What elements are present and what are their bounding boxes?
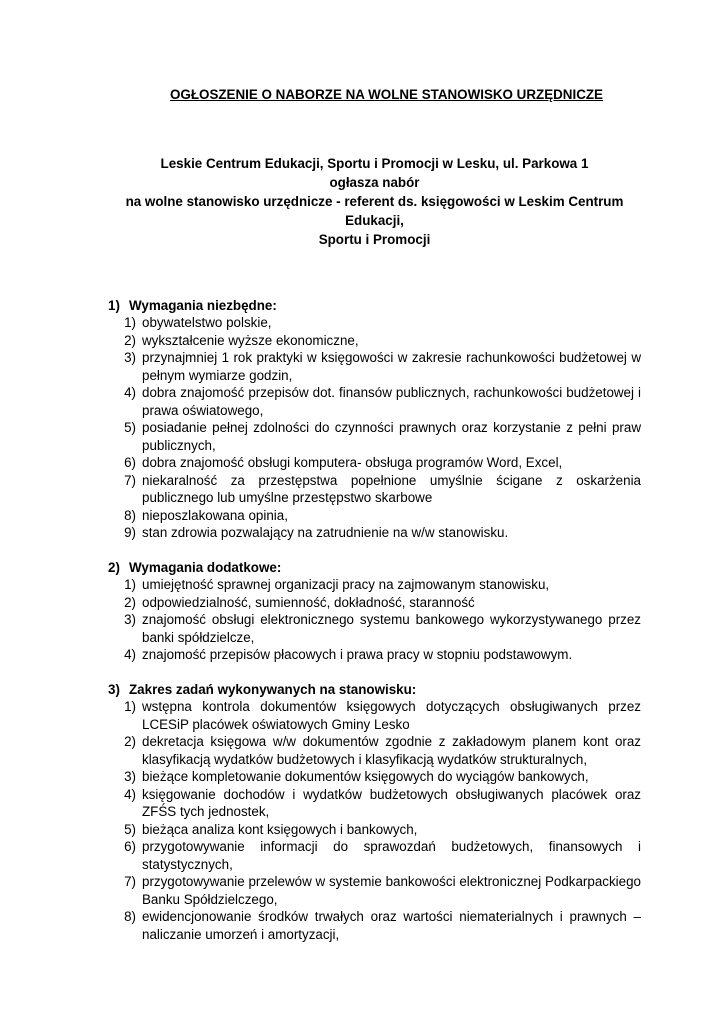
- list-item: [108, 472, 641, 507]
- list-item-number: 4): [124, 786, 136, 802]
- section-number: 3): [108, 681, 120, 697]
- list-item-number: 3): [124, 350, 136, 365]
- list-item-number: 4): [124, 385, 136, 400]
- list-item-text: umiejętność sprawnej organizacji pracy na zajmowanym stanowisku,: [142, 577, 550, 592]
- list-item-number: 1): [124, 699, 136, 714]
- list-item-text: przygotowywanie przelewów w systemie bankowości elektronicznej Podkarpackiego Banku Spółdzielczego,: [142, 874, 641, 907]
- section-1: [108, 297, 641, 542]
- list-item-text: odpowiedzialność, sumienność, dokładność, staranność: [142, 594, 475, 610]
- list-item-number: 2): [124, 332, 136, 348]
- list-item: [108, 646, 641, 664]
- section-heading: [108, 681, 641, 699]
- list-item-text: bieżąca analiza kont księgowych i bankowych,: [142, 821, 418, 837]
- list-item: [108, 349, 641, 384]
- intro-line: ogłasza nabór: [329, 174, 420, 190]
- list-item-text: dekretacja księgowa w/w dokumentów zgodnie z zakładowym planem kont oraz klasyfikacją wydatków budżetowych i klasyfikacją wydatków strukturalnych,: [142, 734, 641, 767]
- intro-line: Leskie Centrum Edukacji, Sportu i Promocji w Lesku, ul. Parkowa 1: [160, 155, 589, 171]
- intro-line: Sportu i Promocji: [318, 231, 431, 247]
- list-item-number: 3): [124, 612, 136, 627]
- list-item: [108, 908, 641, 943]
- list-item: [108, 332, 641, 350]
- list-item-text: przygotowywanie informacji do sprawozdań budżetowych, finansowych i statystycznych,: [142, 839, 641, 872]
- section-heading: [108, 297, 641, 315]
- list-item-number: 9): [124, 525, 136, 540]
- list-item-number: 4): [124, 647, 136, 662]
- list-item-number: 2): [124, 594, 136, 610]
- sections-container: [108, 297, 641, 944]
- list-item-number: 5): [124, 420, 136, 435]
- list-item-number: 1): [124, 315, 136, 330]
- section-list: [108, 576, 641, 664]
- list-item-text: bieżące kompletowanie dokumentów księgowych do wyciągów bankowych,: [142, 769, 589, 784]
- list-item-number: 1): [124, 577, 136, 592]
- list-item-number: 7): [124, 472, 136, 488]
- list-item: [108, 314, 641, 332]
- list-item: [108, 768, 641, 786]
- section-list: [108, 698, 641, 943]
- list-item-text: ewidencjonowanie środków trwałych oraz wartości niematerialnych i prawnych – naliczanie umorzeń i amortyzacji,: [142, 909, 641, 942]
- list-item-number: 7): [124, 874, 136, 889]
- section-heading-text: Zakres zadań wykonywanych na stanowisku:: [129, 681, 417, 697]
- document-title: OGŁOSZENIE O NABORZE NA WOLNE STANOWISKO URZĘDNICZE: [170, 87, 603, 102]
- list-item: [108, 594, 641, 612]
- list-item-text: wstępna kontrola dokumentów księgowych dotyczących obsługiwanych przez LCESiP placówek oświatowych Gminy Lesko: [142, 699, 641, 732]
- list-item: [108, 838, 641, 873]
- list-item-text: dobra znajomość przepisów dot. finansów publicznych, rachunkowości budżetowej i prawa oświatowego,: [142, 385, 641, 418]
- list-item: [108, 821, 641, 839]
- list-item: [108, 873, 641, 908]
- section-number: 2): [108, 559, 120, 575]
- section-heading-text: Wymagania niezbędne:: [129, 297, 277, 313]
- list-item: [108, 419, 641, 454]
- list-item-number: 8): [124, 507, 136, 523]
- list-item: [108, 454, 641, 472]
- list-item-number: 6): [124, 455, 136, 470]
- list-item-text: dobra znajomość obsługi komputera- obsługa programów Word, Excel,: [142, 455, 563, 470]
- list-item: [108, 576, 641, 594]
- intro-line: na wolne stanowisko urzędnicze - referent ds. księgowości w Leskim Centrum Edukacji,: [125, 193, 624, 228]
- list-item-text: nieposzlakowana opinia,: [142, 507, 288, 523]
- section-heading-text: Wymagania dodatkowe:: [129, 559, 282, 575]
- section-list: [108, 314, 641, 542]
- section-number: 1): [108, 297, 120, 313]
- intro-block: [108, 154, 641, 249]
- section-heading: [108, 559, 641, 577]
- section-3: [108, 681, 641, 944]
- list-item-text: obywatelstwo polskie,: [142, 315, 272, 330]
- list-item-number: 5): [124, 821, 136, 837]
- list-item-text: wykształcenie wyższe ekonomiczne,: [142, 332, 359, 348]
- list-item: [108, 507, 641, 525]
- list-item-text: znajomość obsługi elektronicznego systemu bankowego wykorzystywanego przez banki spółdzielcze,: [142, 612, 641, 645]
- list-item-number: 3): [124, 769, 136, 784]
- list-item-number: 8): [124, 909, 136, 924]
- list-item-number: 2): [124, 734, 136, 749]
- list-item-text: posiadanie pełnej zdolności do czynności prawnych oraz korzystanie z pełni praw publicznych,: [142, 420, 641, 453]
- list-item-text: znajomość przepisów płacowych i prawa pracy w stopniu podstawowym.: [142, 647, 573, 662]
- list-item: [108, 698, 641, 733]
- list-item-text: stan zdrowia pozwalający na zatrudnienie na w/w stanowisku.: [142, 525, 509, 540]
- list-item-text: księgowanie dochodów i wydatków budżetowych obsługiwanych placówek oraz ZFŚS tych jednostek,: [142, 786, 641, 819]
- section-2: [108, 559, 641, 664]
- list-item: [108, 524, 641, 542]
- list-item-text: przynajmniej 1 rok praktyki w księgowości w zakresie rachunkowości budżetowej w pełnym wymiarze godzin,: [142, 350, 641, 383]
- list-item: [108, 733, 641, 768]
- list-item-number: 6): [124, 839, 136, 854]
- list-item-text: niekaralność za przestępstwa popełnione umyślnie ścigane z oskarżenia publicznego lub umyślne przestępstwo skarbowe: [142, 472, 641, 505]
- list-item: [108, 786, 641, 821]
- list-item: [108, 384, 641, 419]
- list-item: [108, 611, 641, 646]
